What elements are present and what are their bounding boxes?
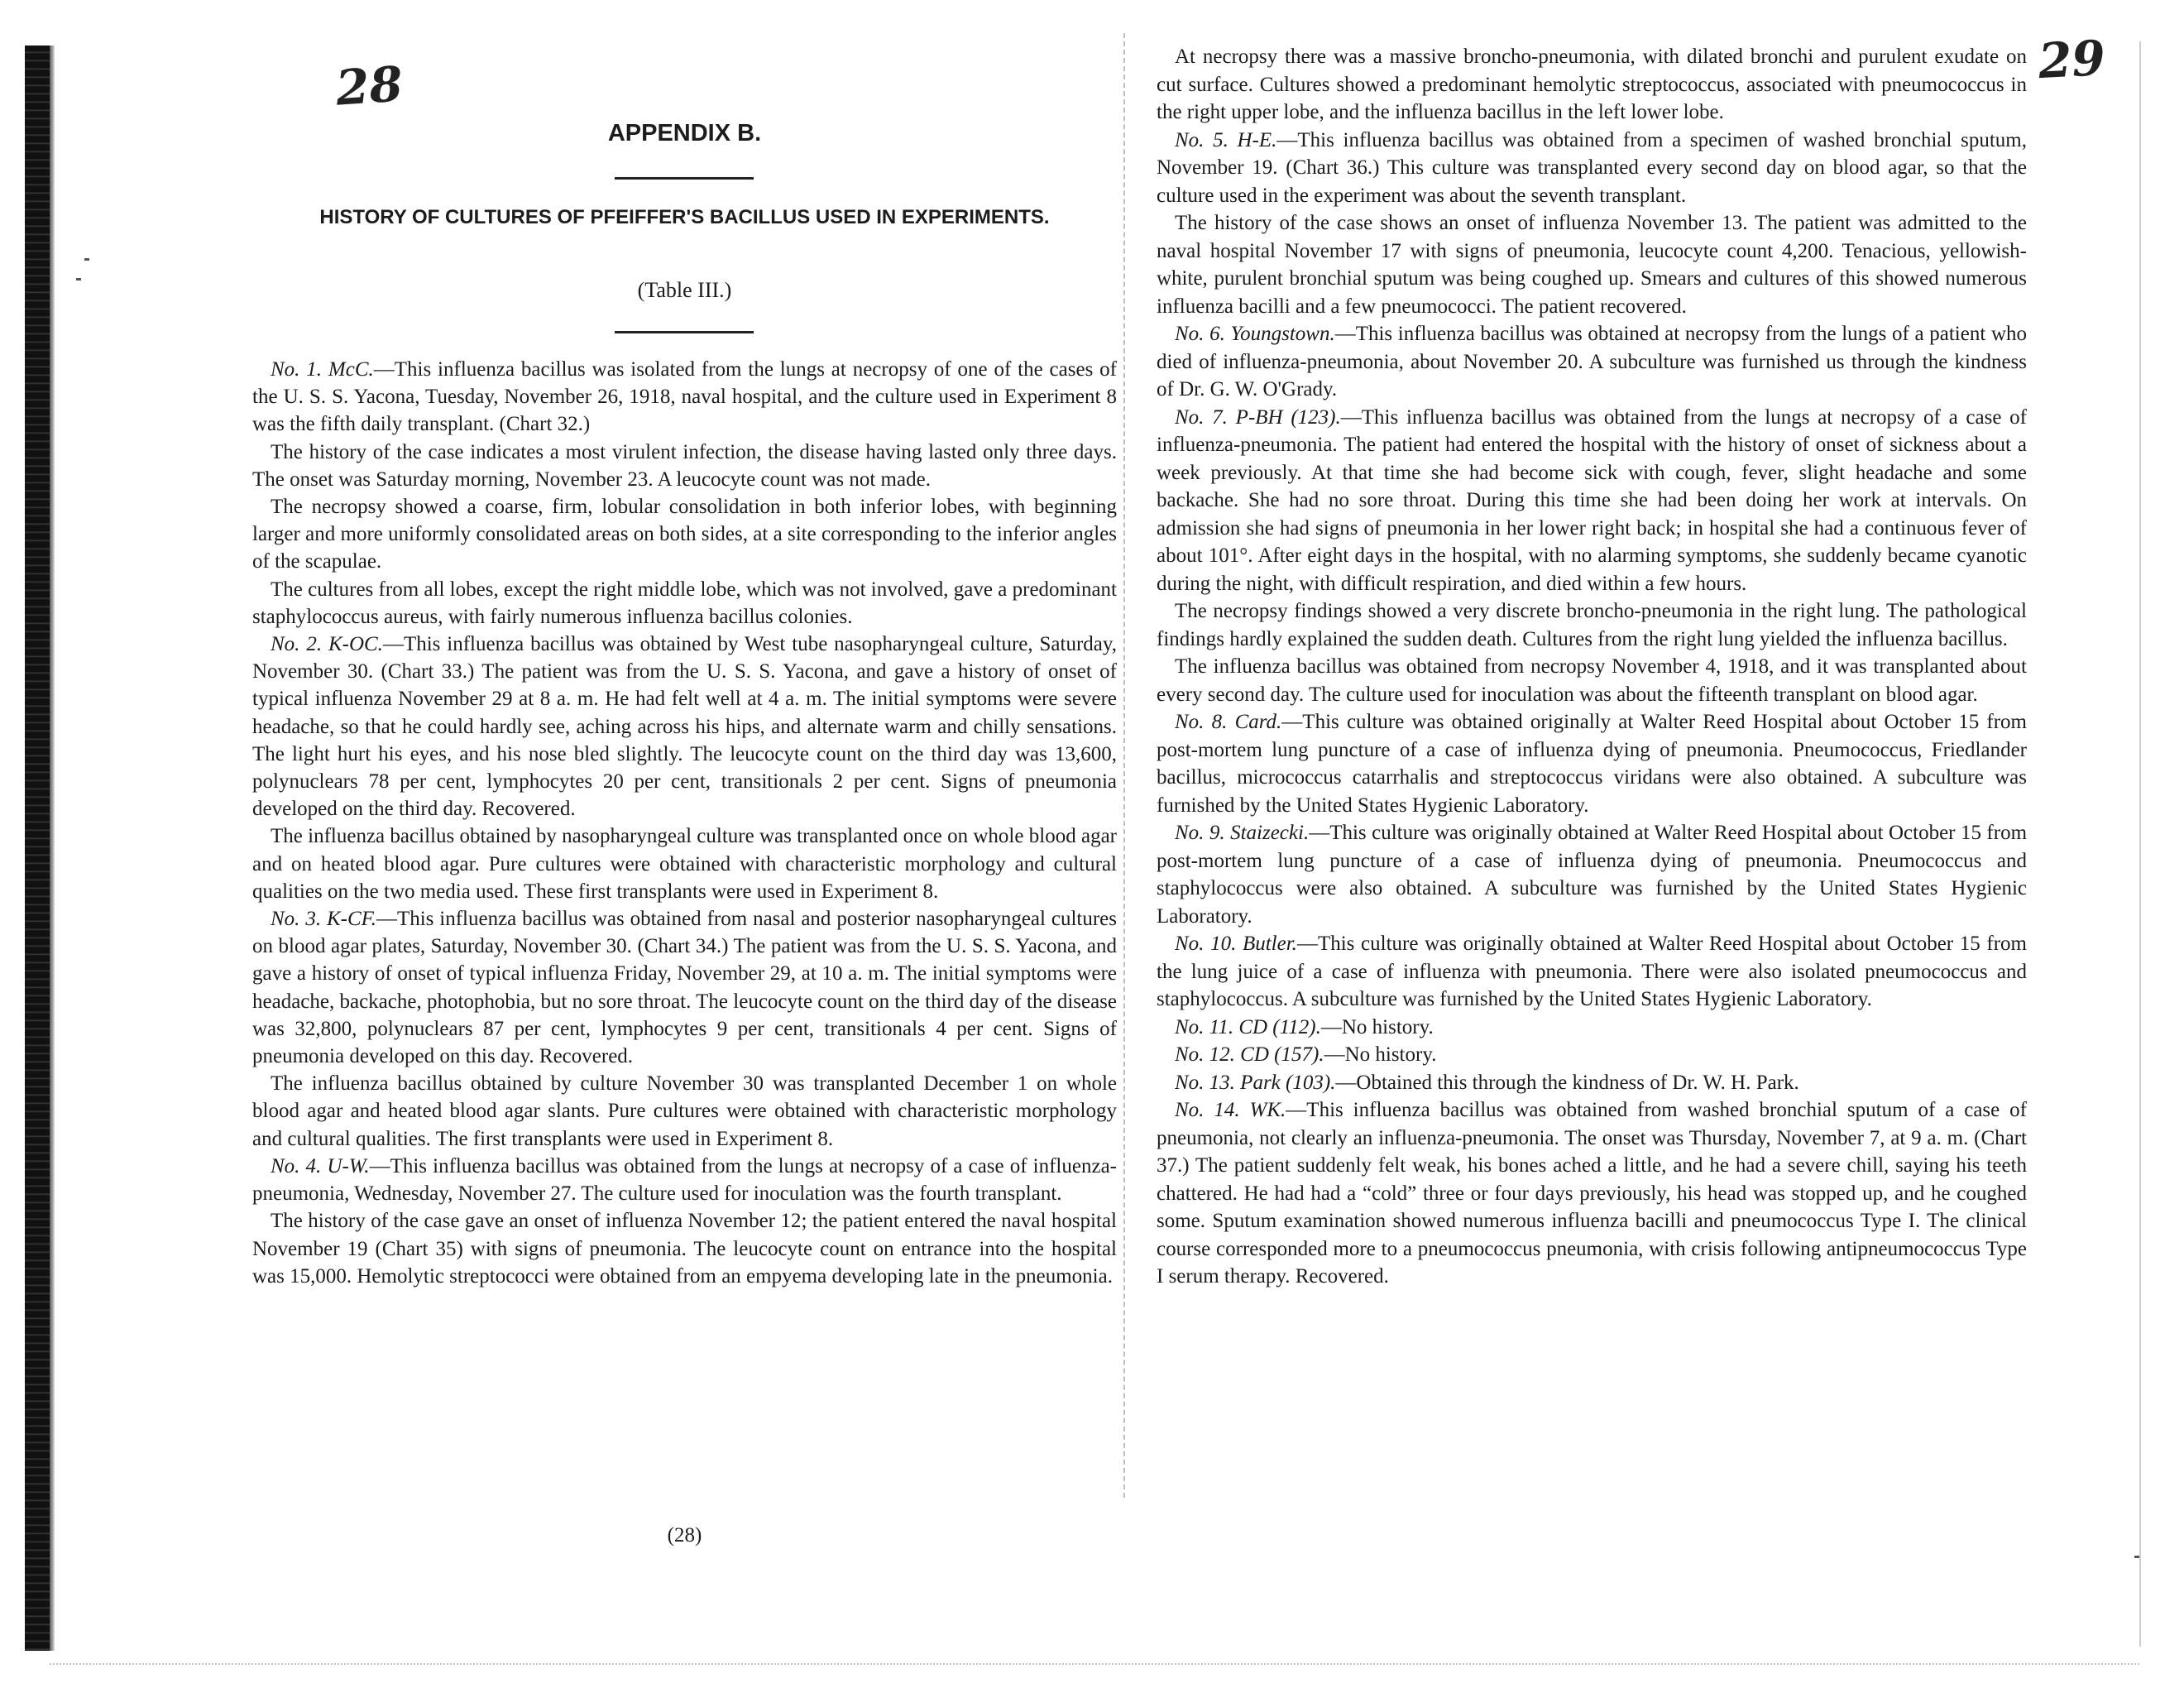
paragraph-text: —This culture was originally obtained at Walter Reed Hospital about October 15 from the lung juice of a case of influenza with pneumonia. There were also isolated pneumococcus and staphylococcus. A subculture was furnished by the United States Hygienic Laboratory. (1157, 933, 2027, 1010)
paragraph (1157, 708, 2027, 819)
scan-speck (76, 278, 81, 281)
paragraph (252, 1207, 1117, 1290)
case-heading: No. 14. WK. (1175, 1099, 1286, 1121)
paragraph-text: —This influenza bacillus was obtained by West tube nasopharyngeal culture, Saturday, November 30. (Chart 33.) The patient was from the U. S. S. Yacona, and gave a history of onset of typical influenza November 29 at 8 a. m. He had felt well at 4 a. m. The initial symptoms were severe headache, so that he could hardly see, aching across his hips, and alternate warm and chilly sensations. The light hurt his eyes, and his nose bled slightly. The leucocyte count on the third day was 13,600, polynuclears 78 per cent, lymphocytes 20 per cent, transitionals 2 per cent. Signs of pneumonia developed on the third day. Recovered. (252, 633, 1117, 821)
handwritten-page-number-right: 29 (2037, 29, 2107, 90)
paragraph-text: The necropsy showed a coarse, firm, lobular consolidation in both inferior lobes, with beginning larger and more uniformly consolidated areas on both sides, at a site corresponding to the inferior angles of the scapulae. (252, 496, 1117, 573)
paragraph-text: The influenza bacillus obtained by nasopharyngeal culture was transplanted once on whole blood agar and on heated blood agar. Pure cultures were obtained with characteristic morphology and cultural qualities on the two media used. These first transplants were used in Experiment 8. (252, 825, 1117, 903)
paragraph (1157, 127, 2027, 210)
paragraph (1157, 1014, 2027, 1042)
paragraph (1157, 1041, 2027, 1069)
case-heading: No. 2. K-OC. (271, 633, 383, 656)
paragraph (252, 1070, 1117, 1153)
paragraph-text: —This influenza bacillus was obtained at necropsy from the lungs of a patient who died of influenza-pneumonia, about November 20. A subculture was furnished us through the kindness of Dr. G. W. O'Grady. (1157, 323, 2028, 400)
case-heading: No. 12. CD (157). (1175, 1043, 1324, 1066)
paragraph-text: —This influenza bacillus was obtained from a specimen of washed bronchial sputum, November 19. (Chart 36.) This culture was transplanted every second day on blood agar, so that the culture used in the experiment was about the seventh transplant. (1157, 128, 2028, 207)
page-edge (2139, 41, 2141, 1647)
case-heading: No. 7. P-BH (123). (1175, 405, 1341, 429)
left-page-body (252, 356, 1117, 1290)
case-heading: No. 1. McC. (271, 358, 374, 381)
paragraph-text: —This influenza bacillus was isolated from the lungs at necropsy of one of the cases of the U. S. S. Yacona, Tuesday, November 26, 1918, naval hospital, and the culture used in Experiment 8 was the fifth daily transplant. (Chart 32.) (252, 358, 1117, 436)
paragraph (1157, 404, 2027, 598)
section-rule (615, 331, 754, 333)
paragraph-text: The history of the case gave an onset of influenza November 12; the patient entered the naval hospital November 19 (Chart 35) with signs of pneumonia. The leucocyte count on entrance into the hospital was 15,000. Hemolytic streptococci were obtained from an empyema developing late in the pneumonia. (252, 1210, 1117, 1288)
paragraph (1157, 819, 2027, 930)
paragraph-text: —This influenza bacillus was obtained from the lungs at necropsy of a case of influenza-pneumonia. The patient had entered the hospital with the history of onset of sickness about a week previously. At that time she had become sick with cough, fever, slight headache and some backache. She had no sore throat. During this time she had been doing her work at intervals. On admission she had signs of pneumonia in her lower right back; in hospital she had a continuous fever of about 101°. After eight days in the hospital, with no alarming symptoms, she suddenly became cyanotic during the night, with difficult respiration, and died within a few hours. (1157, 405, 2028, 595)
paragraph (1157, 1069, 2027, 1097)
paragraph-text: —This influenza bacillus was obtained from nasal and posterior nasopharyngeal cultures on blood agar plates, Saturday, November 30. (Chart 34.) The patient was from the U. S. S. Yacona, and gave a history of onset of typical influenza Friday, November 29, at 10 a. m. The initial symptoms were headache, backache, photophobia, but no sore throat. The leucocyte count on the third day of the disease was 32,800, polynuclears 87 per cent, lymphocytes 9 per cent, transitionals 4 per cent. Signs of pneumonia developed on this day. Recovered. (252, 908, 1118, 1068)
paragraph-text: The history of the case indicates a most virulent infection, the disease having lasted only three days. The onset was Saturday morning, November 23. A leucocyte count was not made. (252, 440, 1117, 491)
case-heading: No. 4. U-W. (271, 1154, 370, 1177)
paragraph-text: The cultures from all lobes, except the right middle lobe, which was not involved, gave a predominant staphylococcus aureus, with fairly numerous influenza bacillus colonies. (252, 578, 1117, 628)
case-heading: No. 8. Card. (1175, 711, 1282, 733)
paragraph-text: The necropsy findings showed a very discrete broncho-pneumonia in the right lung. The pathological findings hardly explained the sudden death. Cultures from the right lung yielded the influenza bacillus. (1157, 600, 2027, 650)
paragraph (1157, 930, 2027, 1014)
history-title: HISTORY OF CULTURES OF PFEIFFER'S BACILLUS USED IN EXPERIMENTS. (319, 206, 1050, 228)
paragraph (1157, 1096, 2027, 1291)
paragraph (252, 631, 1117, 822)
book-binding (25, 46, 50, 1651)
paragraph (252, 576, 1117, 631)
paragraph-text: The influenza bacillus was obtained from necropsy November 4, 1918, and it was transplanted about every second day. The culture used for inoculation was about the fifteenth transplant on blood agar. (1157, 655, 2027, 706)
scan-speck (2134, 1556, 2139, 1558)
page-gutter (1123, 33, 1125, 1498)
paragraph-text: —No history. (1324, 1043, 1437, 1066)
paragraph (1157, 653, 2027, 708)
paragraph-text: —Obtained this through the kindness of Dr. W. H. Park. (1335, 1071, 1799, 1094)
table-reference: (Table III.) (637, 278, 732, 302)
paragraph (1157, 597, 2027, 653)
case-heading: No. 6. Youngstown. (1175, 323, 1335, 345)
paragraph (1157, 43, 2027, 127)
title-rule (615, 177, 754, 180)
paragraph-text: —No history. (1320, 1015, 1434, 1038)
paragraph-text: —This influenza bacillus was obtained from washed bronchial sputum of a case of pneumonia, not clearly an influenza-pneumonia. The onset was Thursday, November 7, at 9 a. m. (Chart 37.) The patient suddenly felt weak, his bones ached a little, and he had a severe chill, saying his teeth chattered. He had had a “cold” three or four days previously, his head was stopped up, and he coughed some. Sputum examination showed numerous influenza bacilli and pneumococcus Type I. The clinical course corresponded more to a pneumococcus pneumonia, with crisis following antipneumococcus Type I serum therapy. Recovered. (1157, 1099, 2027, 1288)
paragraph (252, 439, 1117, 493)
paragraph (252, 905, 1117, 1070)
paragraph (252, 493, 1117, 576)
page-bottom-edge (50, 1663, 2139, 1665)
appendix-title: APPENDIX B. (607, 120, 762, 146)
case-heading: No. 13. Park (103). (1175, 1071, 1336, 1094)
paragraph (1157, 209, 2027, 320)
case-heading: No. 3. K-CF. (271, 908, 376, 931)
page-number: (28) (667, 1524, 702, 1547)
case-heading: No. 10. Butler. (1175, 933, 1297, 955)
paragraph (252, 822, 1117, 905)
paragraph (252, 356, 1117, 439)
handwritten-page-number-left: 28 (333, 55, 405, 117)
paragraph-text: —This culture was obtained originally at Walter Reed Hospital about October 15 from post-mortem lung puncture of a case of influenza dying of pneumonia. Pneumococcus, Friedlander bacillus, micrococcus catarrhalis and streptococcus viridans were also obtained. A subculture was furnished by the United States Hygienic Laboratory. (1157, 711, 2027, 817)
binding-shadow (50, 46, 55, 1651)
paragraph (1157, 320, 2027, 404)
case-heading: No. 5. H-E. (1175, 128, 1277, 151)
scan-speck (84, 258, 89, 261)
case-heading: No. 11. CD (112). (1175, 1015, 1321, 1038)
paragraph-text: —This influenza bacillus was obtained from the lungs at necropsy of a case of influenza-pneumonia, Wednesday, November 27. The culture used for inoculation was the fourth transplant. (252, 1154, 1117, 1206)
right-page-body (1157, 43, 2027, 1291)
paragraph-text: The history of the case shows an onset of influenza November 13. The patient was admitted to the naval hospital November 17 with signs of pneumonia, leucocyte count 4,200. Tenacious, yellowish-white, purulent bronchial sputum was being coughed up. Smears and cultures of this showed numerous influenza bacilli and a few pneumococci. The patient recovered. (1157, 212, 2027, 318)
paragraph (252, 1153, 1117, 1207)
case-heading: No. 9. Staizecki. (1175, 822, 1310, 844)
paragraph-text: —This culture was originally obtained at Walter Reed Hospital about October 15 from post-mortem lung puncture of a case of influenza dying of pneumonia. Pneumococcus and staphylococcus were also obtained. A subculture was furnished by the United States Hygienic Laboratory. (1157, 822, 2028, 928)
paragraph-text: At necropsy there was a massive broncho-pneumonia, with dilated bronchi and purulent exudate on cut surface. Cultures showed a predominant hemolytic streptococcus, associated with pneumococcus in the right upper lobe, and the influenza bacillus in the left lower lobe. (1157, 46, 2027, 123)
paragraph-text: The influenza bacillus obtained by culture November 30 was transplanted December 1 on whole blood agar and heated blood agar slants. Pure cultures were obtained with characteristic morphology and cultural qualities. The first transplants were used in Experiment 8. (252, 1072, 1117, 1150)
